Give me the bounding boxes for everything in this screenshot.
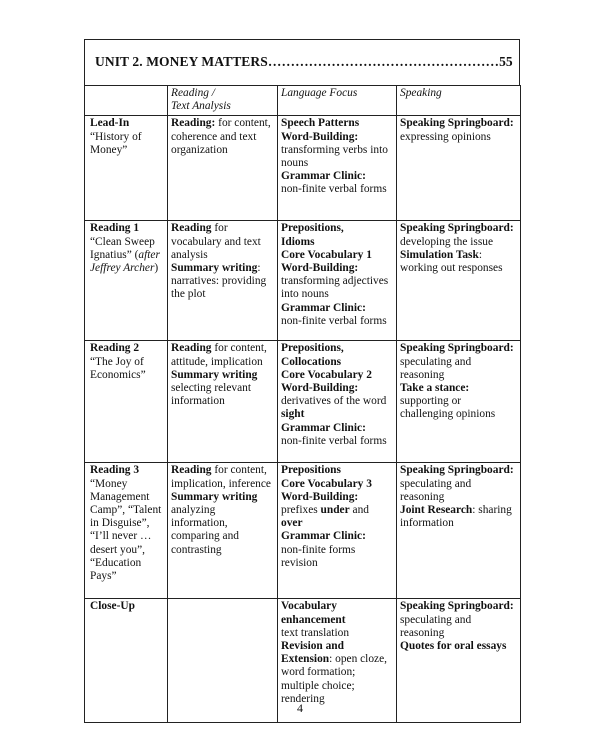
reading-cell: Reading for content, implication, inference Summary writing analyzing information, comparing and contrasting: [168, 463, 278, 599]
header-cell-empty: [85, 86, 168, 116]
section-title: Reading 3: [90, 464, 140, 477]
section-subtitle: “Money Management Camp”, “Talent in Disguise”, “I’ll never … desert you”, “Education Pays”: [90, 477, 162, 583]
language-cell: Speech Patterns Word-Building: transforming verbs into nouns Grammar Clinic: non-finite verbal forms: [278, 116, 397, 221]
speaking-cell: Speaking Springboard: developing the issue Simulation Task: working out responses: [397, 221, 521, 341]
unit-page-number: 55: [499, 54, 513, 69]
speaking-cell: Speaking Springboard: speculating and reasoning Take a stance: supporting or challenging opinions: [397, 341, 521, 463]
section-subtitle: “The Joy of Economics”: [90, 355, 146, 381]
section-subtitle: “History of Money”: [90, 130, 142, 156]
table-row-reading-2: [85, 341, 521, 463]
language-cell: Vocabulary enhancement text translation Revision and Extension: open cloze, word formation; multiple choice; rendering: [278, 599, 397, 723]
language-cell: Prepositions, Collocations Core Vocabulary 2 Word-Building: derivatives of the word sight Grammar Clinic: non-finite verbal forms: [278, 341, 397, 463]
table-row-reading-3: [85, 463, 521, 599]
page-number: 4: [297, 701, 303, 715]
title-leader-dots: ……………………………………………: [267, 54, 500, 69]
table-row-lead-in: [85, 116, 521, 221]
reading-cell: Reading for content, attitude, implication Summary writing selecting relevant information: [168, 341, 278, 463]
language-cell: Prepositions, Idioms Core Vocabulary 1 Word-Building: transforming adjectives into nouns Grammar Clinic: non-finite verbal forms: [278, 221, 397, 341]
speaking-cell: Speaking Springboard: speculating and reasoning Quotes for oral essays: [397, 599, 521, 723]
unit-title-text: UNIT 2. MONEY MATTERS: [95, 54, 268, 69]
section-title: Reading 1: [90, 222, 140, 235]
section-cell: [85, 463, 168, 599]
reading-cell: Reading: for content, coherence and text organization: [168, 116, 278, 221]
speaking-cell: Speaking Springboard: speculating and reasoning Joint Research: sharing information: [397, 463, 521, 599]
reading-cell: Reading for vocabulary and text analysis Summary writing: narratives: providing the plot: [168, 221, 278, 341]
section-cell: [85, 116, 168, 221]
unit-header: [84, 39, 520, 86]
section-cell: [85, 341, 168, 463]
table-row-reading-1: [85, 221, 521, 341]
section-title: Reading 2: [90, 342, 140, 355]
header-speaking: Speaking: [397, 86, 521, 116]
table-header-row: [85, 86, 521, 116]
unit-title: [95, 54, 513, 70]
syllabus-table: [84, 85, 521, 723]
header-language-focus: Language Focus: [278, 86, 397, 116]
section-title: Close-Up: [90, 600, 135, 613]
language-cell: Prepositions Core Vocabulary 3 Word-Building: prefixes under and over Grammar Clinic: non-finite forms revision: [278, 463, 397, 599]
header-reading: Reading / Text Analysis: [168, 86, 278, 116]
section-cell: Reading 1 “Clean Sweep Ignatius” (after Jeffrey Archer): [85, 221, 168, 341]
section-title: Lead-In: [90, 117, 130, 130]
speaking-cell: Speaking Springboard: expressing opinions: [397, 116, 521, 221]
